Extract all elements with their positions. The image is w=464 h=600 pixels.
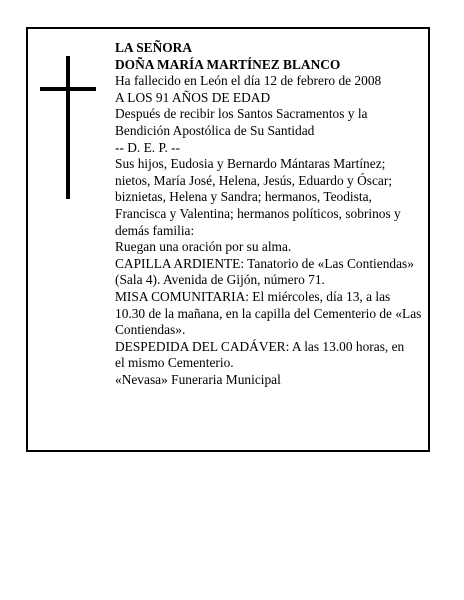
- notice-line-mass: Contiendas».: [115, 322, 186, 338]
- latin-cross-icon: [40, 56, 96, 199]
- notice-line-deceased-name: DOÑA MARÍA MARTÍNEZ BLANCO: [115, 56, 341, 72]
- cross-horizontal-bar: [40, 87, 96, 91]
- notice-line-farewell: el mismo Cementerio.: [115, 355, 234, 371]
- notice-line-family: Francisca y Valentina; hermanos políticos, sobrinos y: [115, 205, 401, 221]
- notice-line-death-date: Ha fallecido en León el día 12 de febrero de 2008: [115, 73, 382, 89]
- notice-line-sacraments: Después de recibir los Santos Sacramentos y la: [115, 106, 368, 122]
- cross-vertical-bar: [66, 56, 70, 199]
- notice-line-heading: LA SEÑORA: [115, 40, 193, 55]
- notice-line-rip: -- D. E. P. --: [115, 139, 181, 155]
- notice-line-farewell: DESPEDIDA DEL CADÁVER: A las 13.00 horas, en: [115, 338, 405, 354]
- notice-line-family: demás familia:: [115, 222, 195, 238]
- notice-line-mass: MISA COMUNITARIA: El miércoles, día 13, a las: [115, 288, 391, 304]
- notice-line-family: Sus hijos, Eudosia y Bernardo Mántaras Martínez;: [115, 156, 386, 172]
- notice-line-mass: 10.30 de la mañana, en la capilla del Cementerio de «Las: [115, 305, 422, 321]
- notice-line-family: nietos, María José, Helena, Jesús, Eduardo y Óscar;: [115, 172, 393, 188]
- notice-line-family: biznietas, Helena y Sandra; hermanos, Teodista,: [115, 189, 372, 205]
- obituary-notice: [26, 27, 430, 452]
- notice-line-chapel: CAPILLA ARDIENTE: Tanatorio de «Las Contiendas»: [115, 255, 414, 271]
- notice-line-funeral-home: «Nevasa» Funeraria Municipal: [115, 371, 281, 387]
- notice-line-age: A LOS 91 AÑOS DE EDAD: [115, 89, 271, 105]
- notice-line-prayer: Ruegan una oración por su alma.: [115, 239, 292, 255]
- notice-line-chapel: (Sala 4). Avenida de Gijón, número 71.: [115, 272, 325, 288]
- notice-line-blessing: Bendición Apostólica de Su Santidad: [115, 122, 315, 138]
- notice-text-block: [115, 40, 431, 388]
